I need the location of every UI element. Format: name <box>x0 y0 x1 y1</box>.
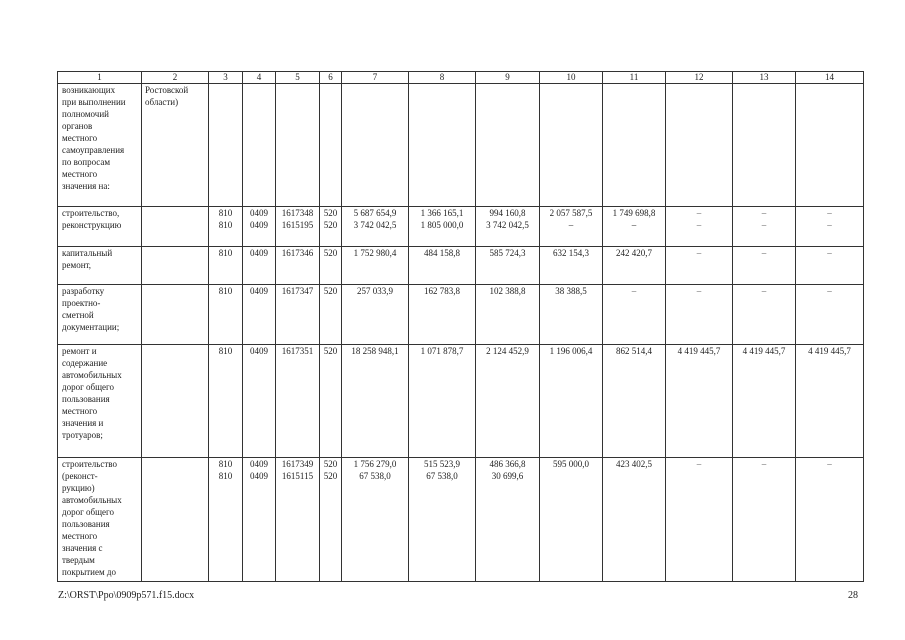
column-header-2: 2 <box>142 72 209 84</box>
column-header-10: 10 <box>540 72 603 84</box>
table-cell <box>142 285 209 345</box>
table-cell <box>142 345 209 458</box>
table-cell <box>409 458 476 582</box>
cell-text: 1 756 279,0 67 538,0 <box>353 459 397 481</box>
table-cell <box>540 458 603 582</box>
column-header-4: 4 <box>243 72 276 84</box>
table-cell <box>476 84 540 207</box>
table-cell <box>603 285 666 345</box>
table-cell <box>666 207 733 247</box>
header-row <box>58 72 864 84</box>
cell-text: 0409 <box>250 286 268 296</box>
table-cell <box>209 84 243 207</box>
cell-text: – <box>696 459 702 469</box>
table-cell <box>409 285 476 345</box>
cell-text: 810 810 <box>218 459 233 481</box>
table-cell <box>603 84 666 207</box>
table-cell <box>276 84 320 207</box>
table-cell <box>476 207 540 247</box>
table-row <box>58 345 864 458</box>
cell-text: 810 <box>218 248 233 258</box>
table-cell <box>209 458 243 582</box>
column-header-12: 12 <box>666 72 733 84</box>
cell-text: 994 160,8 3 742 042,5 <box>486 208 529 230</box>
cell-text: 2 124 452,9 <box>486 346 529 356</box>
cell-text: – – <box>827 208 832 230</box>
table-cell <box>796 345 864 458</box>
cell-text: 1 752 980,4 <box>353 248 397 258</box>
table-cell <box>243 84 276 207</box>
table-cell <box>243 345 276 458</box>
cell-text: 38 388,5 <box>555 286 587 296</box>
cell-text: 257 033,9 <box>357 286 393 296</box>
cell-text: – – <box>761 208 767 230</box>
cell-text: Ростовской области) <box>145 85 189 107</box>
table-cell <box>342 345 409 458</box>
column-header-11: 11 <box>603 72 666 84</box>
table-cell <box>476 345 540 458</box>
cell-text: 102 388,8 <box>489 286 526 296</box>
cell-text: – <box>827 459 832 469</box>
table-cell <box>603 207 666 247</box>
table-cell <box>58 285 142 345</box>
cell-text: 5 687 654,9 3 742 042,5 <box>353 208 397 230</box>
column-header-6: 6 <box>320 72 342 84</box>
budget-table <box>57 71 864 582</box>
column-header-13: 13 <box>733 72 796 84</box>
table-cell <box>320 458 342 582</box>
cell-text: 585 724,3 <box>489 248 526 258</box>
table-cell <box>796 207 864 247</box>
table-cell <box>142 84 209 207</box>
cell-text: 1617346 <box>281 248 314 258</box>
table-cell <box>243 247 276 285</box>
cell-text: 0409 <box>250 346 268 356</box>
cell-text: капитальный ремонт, <box>62 248 113 270</box>
cell-text: 1 071 878,7 <box>420 346 464 356</box>
cell-text: – <box>761 459 767 469</box>
table-cell <box>342 247 409 285</box>
cell-text: 1617351 <box>281 346 314 356</box>
cell-text: ремонт и содержание автомобильных дорог общего пользования местного значения и тротуаров; <box>62 346 122 440</box>
cell-text: 4 419 445,7 <box>677 346 721 356</box>
column-header-14: 14 <box>796 72 864 84</box>
cell-text: 1617348 1615195 <box>281 208 314 230</box>
table-cell <box>476 247 540 285</box>
table-cell <box>320 84 342 207</box>
cell-text: разработку проектно- сметной документации; <box>62 286 120 332</box>
cell-text: 1 366 165,1 1 805 000,0 <box>420 208 464 230</box>
table-row <box>58 84 864 207</box>
cell-text: – <box>761 248 767 258</box>
cell-text: 423 402,5 <box>616 459 652 469</box>
cell-text: 810 <box>218 286 233 296</box>
table-cell <box>342 84 409 207</box>
table-cell <box>142 458 209 582</box>
cell-text: возникающих при выполнении полномочий органов местного самоуправления по вопросам местного значения на: <box>62 85 126 191</box>
table-cell <box>142 247 209 285</box>
table-cell <box>733 285 796 345</box>
table-cell <box>243 285 276 345</box>
table-cell <box>796 458 864 582</box>
cell-text: 520 <box>323 346 338 356</box>
table-cell <box>58 345 142 458</box>
table-cell <box>320 285 342 345</box>
table-cell <box>209 345 243 458</box>
table-cell <box>142 207 209 247</box>
cell-text: 4 419 445,7 <box>742 346 786 356</box>
cell-text: 520 520 <box>323 208 338 230</box>
table-cell <box>58 458 142 582</box>
table-cell <box>320 207 342 247</box>
cell-text: 520 <box>323 286 338 296</box>
file-path: Z:\ORST\Ppo\0909p571.f15.docx <box>58 590 195 601</box>
cell-text: 18 258 948,1 <box>351 346 399 356</box>
table-cell <box>342 458 409 582</box>
column-header-3: 3 <box>209 72 243 84</box>
cell-text: 242 420,7 <box>616 248 652 258</box>
table-cell <box>276 458 320 582</box>
column-header-7: 7 <box>342 72 409 84</box>
cell-text: 0409 0409 <box>250 459 268 481</box>
table-cell <box>666 285 733 345</box>
cell-text: – – <box>696 208 702 230</box>
column-header-9: 9 <box>476 72 540 84</box>
table-cell <box>209 285 243 345</box>
cell-text: 1 749 698,8 – <box>612 208 656 230</box>
table-cell <box>409 345 476 458</box>
table-cell <box>58 247 142 285</box>
table-cell <box>209 207 243 247</box>
cell-text: 520 520 <box>323 459 338 481</box>
table-cell <box>276 345 320 458</box>
table-cell <box>58 207 142 247</box>
table-cell <box>540 345 603 458</box>
table-cell <box>243 458 276 582</box>
cell-text: 162 783,8 <box>424 286 460 296</box>
table-cell <box>58 84 142 207</box>
table-cell <box>796 247 864 285</box>
column-header-5: 5 <box>276 72 320 84</box>
table-cell <box>540 84 603 207</box>
table-cell <box>603 458 666 582</box>
cell-text: – <box>631 286 637 296</box>
table-cell <box>540 247 603 285</box>
cell-text: 484 158,8 <box>424 248 460 258</box>
cell-text: 810 <box>218 346 233 356</box>
cell-text: строительство, реконструкцию <box>62 208 122 230</box>
table-cell <box>540 285 603 345</box>
cell-text: 520 <box>323 248 338 258</box>
cell-text: – <box>696 248 702 258</box>
table-cell <box>666 84 733 207</box>
table-cell <box>476 458 540 582</box>
column-header-1: 1 <box>58 72 142 84</box>
cell-text: 0409 0409 <box>250 208 268 230</box>
table-cell <box>276 207 320 247</box>
table-cell <box>603 247 666 285</box>
table-cell <box>320 247 342 285</box>
cell-text: 486 366,8 30 699,6 <box>489 459 526 481</box>
page-number: 28 <box>848 590 858 601</box>
table-cell <box>276 247 320 285</box>
table-cell <box>733 458 796 582</box>
table-cell <box>666 458 733 582</box>
cell-text: 2 057 587,5 – <box>549 208 593 230</box>
table-cell <box>209 247 243 285</box>
table-cell <box>733 345 796 458</box>
table-cell <box>342 285 409 345</box>
table-row <box>58 247 864 285</box>
table-cell <box>409 84 476 207</box>
table-cell <box>243 207 276 247</box>
cell-text: 810 810 <box>218 208 233 230</box>
table-row <box>58 458 864 582</box>
table-cell <box>733 207 796 247</box>
cell-text: 862 514,4 <box>616 346 652 356</box>
column-header-8: 8 <box>409 72 476 84</box>
cell-text: строительство (реконст- рукцию) автомобильных дорог общего пользования местного значения с твердым покрытием до <box>62 459 122 577</box>
table-cell <box>409 247 476 285</box>
table-row <box>58 285 864 345</box>
cell-text: 595 000,0 <box>553 459 589 469</box>
cell-text: – <box>696 286 702 296</box>
table-cell <box>540 207 603 247</box>
table-cell <box>733 247 796 285</box>
table-cell <box>733 84 796 207</box>
cell-text: 1 196 006,4 <box>549 346 593 356</box>
cell-text: 0409 <box>250 248 268 258</box>
table-cell <box>603 345 666 458</box>
table-cell <box>409 207 476 247</box>
table-cell <box>666 345 733 458</box>
table-cell <box>342 207 409 247</box>
table-row <box>58 207 864 247</box>
table-cell <box>796 84 864 207</box>
table-cell <box>320 345 342 458</box>
cell-text: 515 523,9 67 538,0 <box>424 459 460 481</box>
cell-text: – <box>827 286 832 296</box>
table-cell <box>476 285 540 345</box>
table-cell <box>276 285 320 345</box>
cell-text: – <box>761 286 767 296</box>
table-cell <box>666 247 733 285</box>
cell-text: 632 154,3 <box>553 248 589 258</box>
table-cell <box>796 285 864 345</box>
cell-text: 1617349 1615115 <box>281 459 314 481</box>
cell-text: – <box>827 248 832 258</box>
cell-text: 4 419 445,7 <box>808 346 851 356</box>
cell-text: 1617347 <box>281 286 314 296</box>
